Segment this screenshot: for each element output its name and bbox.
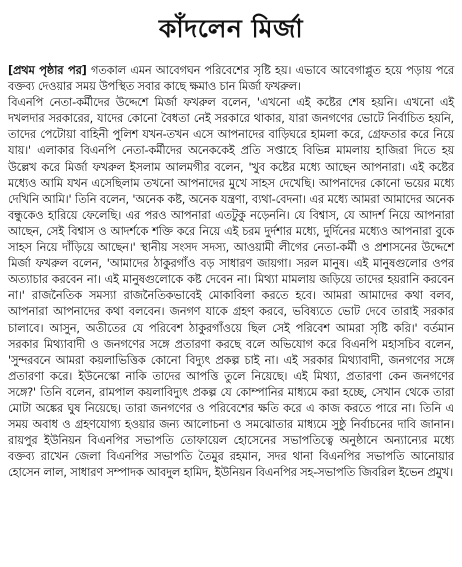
article-paragraph-2: বিএনপি নেতা-কর্মীদের উদ্দেশে মির্জা ফখরুল বলেন, 'এখনো এই কষ্টের শেষ হয়নি। এখনো এই দখলদার সরকারের, যাদের কোনো বৈধতা নেই সরকারে থাকার, যারা জনগণের ভোটে নির্বাচিত হয়নি, তাদের পেটোয়া বাহিনী পুলিশ যখন-তখন এসে আপনাদের বাড়িঘরে হামলা করে, গ্রেফতার করে নিয়ে যায়।' এলাকার বিএনপি নেতা-কর্মীদের অনেককেই প্রতি সপ্তাহে বিভিন্ন মামলায় হাজিরা দিতে হয় উল্লেখ করে মির্জা ফখরুল ইসলাম আলমগীর বলেন, 'খুব কষ্টের মধ্যে আছেন আপনারা। এই কষ্টের মধ্যেও আমি যখন এসেছিলাম তখনো আপনাদের মুখে সাহস দেখেছি। আপনাদের কোনো ভয়ের মধ্যে দেখিনি আমি।' তিনি বলেন, 'অনেক কষ্ট, অনেক যন্ত্রণা, ব্যথা-বেদনা। এর মধ্যে আমরা আমাদের অনেক বন্ধুকেও হারিয়ে ফেলেছি। এর পরও আপনারা এতটুকু নড়েননি। যে বিশ্বাস, যে আদর্শ নিয়ে আপনারা আছেন, সেই বিশ্বাস ও আদর্শকে শক্তি করে নিয়ে এই চরম দুর্দশার মধ্যে, দুর্দিনের মধ্যেও আপনারা বুকে সাহস নিয়ে দাঁড়িয়ে আছেন।' স্থানীয় সংসদ সদস্য, আওয়ামী লীগের নেতা-কর্মী ও প্রশাসনের উদ্দেশে মির্জা ফখরুল বলেন, 'আমাদের ঠাকুরগাঁও বড় সাধারণ জায়গা। সরল মানুষ। এই মানুষগুলোর ওপর অত্যাচার করবেন না। এই মানুষগুলোকে কষ্ট দেবেন না। মিথ্যা মামলায় জড়িয়ে তাদের হয়রানি করবেন না।' রাজনৈতিক সমস্যা রাজনৈতিকভাবেই মোকাবিলা করতে হবে। আমরা আমাদের কথা বলব, আপনারা আপনাদের কথা বলবেন। জনগণ যাকে গ্রহণ করবে, ভবিষ্যতে ভোট দেবে তারাই সরকার চালাবে। আসুন, অতীতের যে পরিবেশ ঠাকুরগাঁওয়ে ছিল সেই পরিবেশ আমরা সৃষ্টি করি।' বর্তমান সরকার মিথ্যাবাদী ও জনগণের সঙ্গে প্রতারণা করছে বলে অভিযোগ করে বিএনপি মহাসচিব বলেন, 'সুন্দরবনে আমরা কয়লাভিত্তিক কোনো বিদ্যুৎ প্রকল্প চাই না। এই সরকার মিথ্যাবাদী, জনগণের সঙ্গে প্রতারণা করে। ইউনেস্কো নাকি তাদের আপত্তি তুলে নিয়েছে। এই মিথ্যা, প্রতারণা কেন জনগণের সঙ্গে?' তিনি বলেন, রামপাল কয়লাবিদ্যুৎ প্রকল্প যে কোম্পানির মাধ্যমে করা হচ্ছে, সেখান থেকে তারা মোটা অঙ্কের ঘুষ নিয়েছে। তারা জনগণের ও পরিবেশের ক্ষতি করে এ কাজ করতে পারে না। তিনি এ সময় অবাধ ও গ্রহণযোগ্য হওয়ার জন্য আলোচনা ও সমঝোতার মাধ্যমে সুষ্ঠু নির্বাচনের দাবি জানান। রায়পুর ইউনিয়ন বিএনপির সভাপতি তোফায়েল হোসেনের সভাপতিত্বে অনুষ্ঠানে অন্যান্যের মধ্যে বক্তব্য রাখেন জেলা বিএনপির সভাপতি তৈমুর রহমান, সদর থানা বিএনপির সভাপতি আনোয়ার হোসেন লাল, সাধারণ সম্পাদক আবদুল হামিদ, ইউনিয়ন বিএনপির সহ-সভাপতি জিবরিল ইভেন প্রমুখ। — [8, 96, 454, 480]
page-reference: [প্রথম পৃষ্ঠার পর] — [8, 64, 87, 77]
article-body — [8, 63, 454, 481]
article-paragraph-1 — [8, 63, 454, 95]
paragraph-1-text: গতকাল এমন আবেগঘন পরিবেশের সৃষ্টি হয়। এভাবে আবেগাপ্লুত হয়ে পড়ায় পরে বক্তব্য দেওয়ার সময় উপস্থিত সবার কাছে ক্ষমাও চান মির্জা ফখরুল। — [8, 64, 454, 94]
headline: কাঁদলেন মির্জা — [158, 14, 304, 43]
